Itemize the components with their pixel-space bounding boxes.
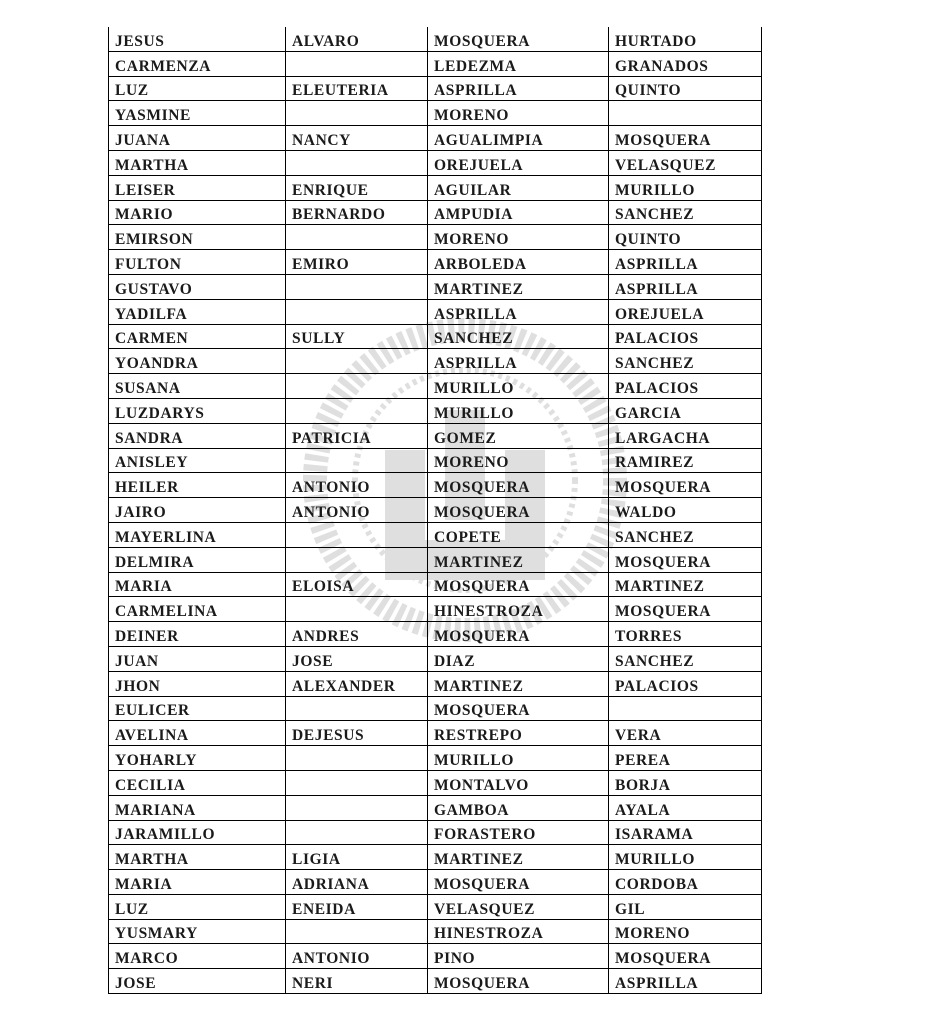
table-row bbox=[109, 622, 762, 647]
cell-first-name: JESUS bbox=[109, 27, 286, 51]
cell-first-surname: MURILLO bbox=[428, 398, 609, 423]
cell-first-surname: MARTINEZ bbox=[428, 671, 609, 696]
cell-first-surname: MARTINEZ bbox=[428, 547, 609, 572]
cell-first-surname: LEDEZMA bbox=[428, 51, 609, 76]
cell-middle-name bbox=[286, 51, 428, 76]
table-row bbox=[109, 175, 762, 200]
cell-first-name: DELMIRA bbox=[109, 547, 286, 572]
table-row bbox=[109, 225, 762, 250]
cell-first-name: FULTON bbox=[109, 250, 286, 275]
table-row bbox=[109, 919, 762, 944]
cell-second-surname: TORRES bbox=[609, 622, 762, 647]
table-row bbox=[109, 944, 762, 969]
cell-first-surname: VELASQUEZ bbox=[428, 894, 609, 919]
cell-second-surname: GARCIA bbox=[609, 398, 762, 423]
names-table-body bbox=[109, 27, 762, 994]
cell-middle-name bbox=[286, 770, 428, 795]
cell-first-name: JUANA bbox=[109, 126, 286, 151]
cell-second-surname: ASPRILLA bbox=[609, 274, 762, 299]
cell-middle-name bbox=[286, 795, 428, 820]
cell-first-name: SANDRA bbox=[109, 423, 286, 448]
cell-first-name: MARIA bbox=[109, 572, 286, 597]
cell-middle-name bbox=[286, 696, 428, 721]
cell-first-name: JOSE bbox=[109, 969, 286, 994]
table-row bbox=[109, 423, 762, 448]
cell-first-name: LEISER bbox=[109, 175, 286, 200]
cell-first-name: JAIRO bbox=[109, 498, 286, 523]
table-row bbox=[109, 746, 762, 771]
cell-first-name: MARIO bbox=[109, 200, 286, 225]
cell-middle-name: ENEIDA bbox=[286, 894, 428, 919]
table-row bbox=[109, 547, 762, 572]
cell-middle-name bbox=[286, 150, 428, 175]
cell-first-name: CECILIA bbox=[109, 770, 286, 795]
cell-first-name: GUSTAVO bbox=[109, 274, 286, 299]
cell-second-surname: VERA bbox=[609, 721, 762, 746]
cell-second-surname: ASPRILLA bbox=[609, 969, 762, 994]
cell-middle-name bbox=[286, 299, 428, 324]
cell-first-name: CARMELINA bbox=[109, 597, 286, 622]
table-row bbox=[109, 696, 762, 721]
cell-first-surname: MORENO bbox=[428, 225, 609, 250]
cell-first-surname: HINESTROZA bbox=[428, 919, 609, 944]
cell-first-surname: COPETE bbox=[428, 522, 609, 547]
table-row bbox=[109, 200, 762, 225]
table-row bbox=[109, 126, 762, 151]
table-row bbox=[109, 448, 762, 473]
names-table bbox=[108, 27, 762, 994]
cell-middle-name: ELOISA bbox=[286, 572, 428, 597]
cell-second-surname: ISARAMA bbox=[609, 820, 762, 845]
table-row bbox=[109, 870, 762, 895]
cell-first-surname: MURILLO bbox=[428, 374, 609, 399]
cell-first-surname: SANCHEZ bbox=[428, 324, 609, 349]
cell-first-name: YADILFA bbox=[109, 299, 286, 324]
cell-first-surname: MARTINEZ bbox=[428, 845, 609, 870]
cell-middle-name: ENRIQUE bbox=[286, 175, 428, 200]
cell-first-surname: OREJUELA bbox=[428, 150, 609, 175]
cell-second-surname: BORJA bbox=[609, 770, 762, 795]
cell-second-surname: OREJUELA bbox=[609, 299, 762, 324]
cell-second-surname: MOSQUERA bbox=[609, 944, 762, 969]
cell-first-surname: PINO bbox=[428, 944, 609, 969]
cell-second-surname: VELASQUEZ bbox=[609, 150, 762, 175]
cell-first-surname: MORENO bbox=[428, 101, 609, 126]
cell-middle-name bbox=[286, 101, 428, 126]
cell-first-name: AVELINA bbox=[109, 721, 286, 746]
cell-first-surname: MURILLO bbox=[428, 746, 609, 771]
cell-first-surname: FORASTERO bbox=[428, 820, 609, 845]
cell-second-surname: PALACIOS bbox=[609, 324, 762, 349]
cell-middle-name: ANTONIO bbox=[286, 498, 428, 523]
table-row bbox=[109, 770, 762, 795]
cell-middle-name bbox=[286, 820, 428, 845]
cell-first-name: ANISLEY bbox=[109, 448, 286, 473]
table-row bbox=[109, 795, 762, 820]
cell-second-surname: QUINTO bbox=[609, 225, 762, 250]
cell-first-surname: ASPRILLA bbox=[428, 76, 609, 101]
table-row bbox=[109, 572, 762, 597]
cell-middle-name: ALEXANDER bbox=[286, 671, 428, 696]
cell-middle-name bbox=[286, 349, 428, 374]
table-row bbox=[109, 76, 762, 101]
table-row bbox=[109, 894, 762, 919]
cell-first-name: MARIA bbox=[109, 870, 286, 895]
cell-first-surname: MOSQUERA bbox=[428, 498, 609, 523]
cell-first-name: MARTHA bbox=[109, 150, 286, 175]
cell-first-surname: MOSQUERA bbox=[428, 696, 609, 721]
cell-second-surname: MURILLO bbox=[609, 175, 762, 200]
table-row bbox=[109, 101, 762, 126]
cell-middle-name: NERI bbox=[286, 969, 428, 994]
cell-middle-name bbox=[286, 522, 428, 547]
cell-first-name: YOANDRA bbox=[109, 349, 286, 374]
cell-first-name: EMIRSON bbox=[109, 225, 286, 250]
cell-second-surname: MORENO bbox=[609, 919, 762, 944]
cell-first-name: EULICER bbox=[109, 696, 286, 721]
cell-first-name: JHON bbox=[109, 671, 286, 696]
cell-second-surname: ASPRILLA bbox=[609, 250, 762, 275]
cell-second-surname: GIL bbox=[609, 894, 762, 919]
table-row bbox=[109, 597, 762, 622]
cell-middle-name bbox=[286, 274, 428, 299]
cell-first-surname: AGUILAR bbox=[428, 175, 609, 200]
cell-second-surname: PALACIOS bbox=[609, 374, 762, 399]
cell-first-name: CARMENZA bbox=[109, 51, 286, 76]
table-row bbox=[109, 349, 762, 374]
cell-second-surname: MURILLO bbox=[609, 845, 762, 870]
cell-middle-name bbox=[286, 746, 428, 771]
cell-first-name: MAYERLINA bbox=[109, 522, 286, 547]
table-row bbox=[109, 27, 762, 51]
cell-first-surname: MARTINEZ bbox=[428, 274, 609, 299]
cell-middle-name: ANDRES bbox=[286, 622, 428, 647]
cell-first-name: DEINER bbox=[109, 622, 286, 647]
table-row bbox=[109, 820, 762, 845]
cell-second-surname: MOSQUERA bbox=[609, 597, 762, 622]
cell-first-surname: MONTALVO bbox=[428, 770, 609, 795]
cell-second-surname: QUINTO bbox=[609, 76, 762, 101]
table-row bbox=[109, 721, 762, 746]
table-row bbox=[109, 374, 762, 399]
cell-first-surname: GOMEZ bbox=[428, 423, 609, 448]
cell-second-surname: MOSQUERA bbox=[609, 473, 762, 498]
cell-first-name: MARTHA bbox=[109, 845, 286, 870]
cell-first-name: YUSMARY bbox=[109, 919, 286, 944]
cell-first-name: YASMINE bbox=[109, 101, 286, 126]
cell-first-name: YOHARLY bbox=[109, 746, 286, 771]
cell-first-surname: MOSQUERA bbox=[428, 473, 609, 498]
cell-second-surname: HURTADO bbox=[609, 27, 762, 51]
cell-second-surname bbox=[609, 101, 762, 126]
table-row bbox=[109, 299, 762, 324]
table-row bbox=[109, 671, 762, 696]
cell-first-name: SUSANA bbox=[109, 374, 286, 399]
table-row bbox=[109, 969, 762, 994]
cell-first-surname: RESTREPO bbox=[428, 721, 609, 746]
cell-middle-name: LIGIA bbox=[286, 845, 428, 870]
cell-second-surname: LARGACHA bbox=[609, 423, 762, 448]
cell-first-surname: GAMBOA bbox=[428, 795, 609, 820]
cell-first-surname: MOSQUERA bbox=[428, 622, 609, 647]
cell-middle-name: ANTONIO bbox=[286, 944, 428, 969]
cell-middle-name bbox=[286, 547, 428, 572]
cell-first-name: JUAN bbox=[109, 646, 286, 671]
cell-first-surname: MOSQUERA bbox=[428, 27, 609, 51]
cell-middle-name bbox=[286, 597, 428, 622]
cell-first-name: MARIANA bbox=[109, 795, 286, 820]
table-row bbox=[109, 398, 762, 423]
cell-middle-name: ANTONIO bbox=[286, 473, 428, 498]
cell-first-name: CARMEN bbox=[109, 324, 286, 349]
cell-first-name: LUZDARYS bbox=[109, 398, 286, 423]
table-row bbox=[109, 845, 762, 870]
cell-first-name: LUZ bbox=[109, 76, 286, 101]
cell-middle-name: DEJESUS bbox=[286, 721, 428, 746]
cell-second-surname: SANCHEZ bbox=[609, 349, 762, 374]
cell-second-surname: PALACIOS bbox=[609, 671, 762, 696]
cell-middle-name: ADRIANA bbox=[286, 870, 428, 895]
cell-second-surname: PEREA bbox=[609, 746, 762, 771]
cell-middle-name bbox=[286, 448, 428, 473]
table-row bbox=[109, 498, 762, 523]
cell-second-surname: GRANADOS bbox=[609, 51, 762, 76]
cell-second-surname: MARTINEZ bbox=[609, 572, 762, 597]
cell-middle-name: ALVARO bbox=[286, 27, 428, 51]
cell-second-surname bbox=[609, 696, 762, 721]
cell-first-surname: AMPUDIA bbox=[428, 200, 609, 225]
cell-second-surname: SANCHEZ bbox=[609, 646, 762, 671]
cell-middle-name: JOSE bbox=[286, 646, 428, 671]
cell-middle-name bbox=[286, 225, 428, 250]
cell-first-surname: MORENO bbox=[428, 448, 609, 473]
table-row bbox=[109, 51, 762, 76]
cell-first-name: JARAMILLO bbox=[109, 820, 286, 845]
cell-second-surname: WALDO bbox=[609, 498, 762, 523]
cell-middle-name bbox=[286, 919, 428, 944]
table-row bbox=[109, 522, 762, 547]
cell-first-surname: HINESTROZA bbox=[428, 597, 609, 622]
cell-second-surname: AYALA bbox=[609, 795, 762, 820]
cell-first-surname: ASPRILLA bbox=[428, 349, 609, 374]
table-row bbox=[109, 324, 762, 349]
cell-first-name: HEILER bbox=[109, 473, 286, 498]
cell-second-surname: CORDOBA bbox=[609, 870, 762, 895]
cell-second-surname: MOSQUERA bbox=[609, 126, 762, 151]
cell-first-surname: MOSQUERA bbox=[428, 969, 609, 994]
table-row bbox=[109, 473, 762, 498]
cell-first-surname: MOSQUERA bbox=[428, 572, 609, 597]
cell-second-surname: SANCHEZ bbox=[609, 200, 762, 225]
cell-first-name: MARCO bbox=[109, 944, 286, 969]
cell-middle-name: ELEUTERIA bbox=[286, 76, 428, 101]
cell-middle-name bbox=[286, 398, 428, 423]
cell-middle-name: PATRICIA bbox=[286, 423, 428, 448]
cell-middle-name: EMIRO bbox=[286, 250, 428, 275]
cell-first-surname: AGUALIMPIA bbox=[428, 126, 609, 151]
cell-first-surname: ARBOLEDA bbox=[428, 250, 609, 275]
cell-second-surname: SANCHEZ bbox=[609, 522, 762, 547]
cell-second-surname: MOSQUERA bbox=[609, 547, 762, 572]
cell-first-surname: ASPRILLA bbox=[428, 299, 609, 324]
cell-middle-name: SULLY bbox=[286, 324, 428, 349]
table-row bbox=[109, 646, 762, 671]
table-row bbox=[109, 274, 762, 299]
cell-first-surname: MOSQUERA bbox=[428, 870, 609, 895]
table-row bbox=[109, 250, 762, 275]
cell-middle-name: BERNARDO bbox=[286, 200, 428, 225]
cell-first-surname: DIAZ bbox=[428, 646, 609, 671]
table-row bbox=[109, 150, 762, 175]
cell-second-surname: RAMIREZ bbox=[609, 448, 762, 473]
cell-first-name: LUZ bbox=[109, 894, 286, 919]
cell-middle-name bbox=[286, 374, 428, 399]
cell-middle-name: NANCY bbox=[286, 126, 428, 151]
